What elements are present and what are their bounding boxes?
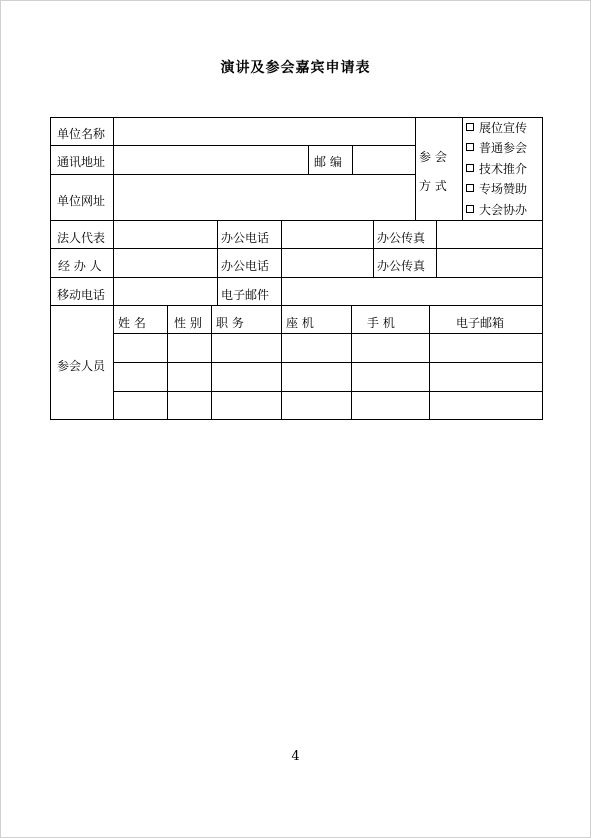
col-position: 职 务	[216, 316, 244, 330]
col-landline: 座 机	[286, 316, 314, 330]
attendee-row[interactable]	[114, 363, 542, 391]
attendee-row[interactable]	[114, 392, 542, 419]
email-field[interactable]	[282, 278, 542, 305]
website-label: 单位网址	[57, 194, 106, 208]
option-sponsor[interactable]: 专场赞助	[466, 182, 527, 196]
postcode-field[interactable]	[353, 146, 415, 174]
office-phone-label-2: 办公电话	[221, 259, 270, 273]
method-label-line2: 方 式	[419, 179, 447, 193]
mobile-label: 移动电话	[57, 288, 106, 302]
form-title: 演讲及参会嘉宾申请表	[220, 60, 371, 76]
option-booth[interactable]: 展位宣传	[466, 121, 527, 135]
checkbox-icon	[466, 143, 474, 151]
office-fax-label: 办公传真	[377, 231, 426, 245]
option-co-organizer[interactable]: 大会协办	[466, 203, 527, 217]
office-phone-label: 办公电话	[221, 231, 270, 245]
option-general[interactable]: 普通参会	[466, 141, 527, 155]
col-mobile: 手 机	[367, 316, 395, 330]
postcode-label: 邮 编	[314, 155, 342, 169]
attendee-row[interactable]	[114, 334, 542, 362]
unit-name-field[interactable]	[114, 118, 415, 145]
option-tech[interactable]: 技术推介	[466, 162, 527, 176]
website-field[interactable]	[114, 175, 415, 220]
office-fax-field[interactable]	[437, 221, 542, 248]
page-number: 4	[291, 749, 300, 764]
legal-rep-field[interactable]	[114, 221, 217, 248]
col-name: 姓 名	[118, 316, 146, 330]
office-fax-label-2: 办公传真	[377, 259, 426, 273]
handler-phone-field[interactable]	[282, 249, 373, 277]
address-label: 通讯地址	[57, 155, 106, 169]
handler-field[interactable]	[114, 249, 217, 277]
legal-rep-label: 法人代表	[57, 231, 106, 245]
attendees-label: 参会人员	[57, 359, 106, 373]
checkbox-icon	[466, 164, 474, 172]
checkbox-icon	[466, 184, 474, 192]
office-phone-field[interactable]	[282, 221, 373, 248]
col-gender: 性 别	[174, 316, 202, 330]
checkbox-icon	[466, 205, 474, 213]
address-field[interactable]	[114, 146, 308, 174]
method-label-line1: 参 会	[419, 150, 447, 164]
mobile-field[interactable]	[114, 278, 217, 305]
handler-fax-field[interactable]	[437, 249, 542, 277]
application-form-table	[50, 117, 543, 420]
email-label: 电子邮件	[221, 288, 270, 302]
col-email: 电子邮箱	[456, 316, 505, 330]
unit-name-label: 单位名称	[57, 127, 106, 141]
handler-label: 经 办 人	[58, 259, 102, 273]
checkbox-icon	[466, 123, 474, 131]
